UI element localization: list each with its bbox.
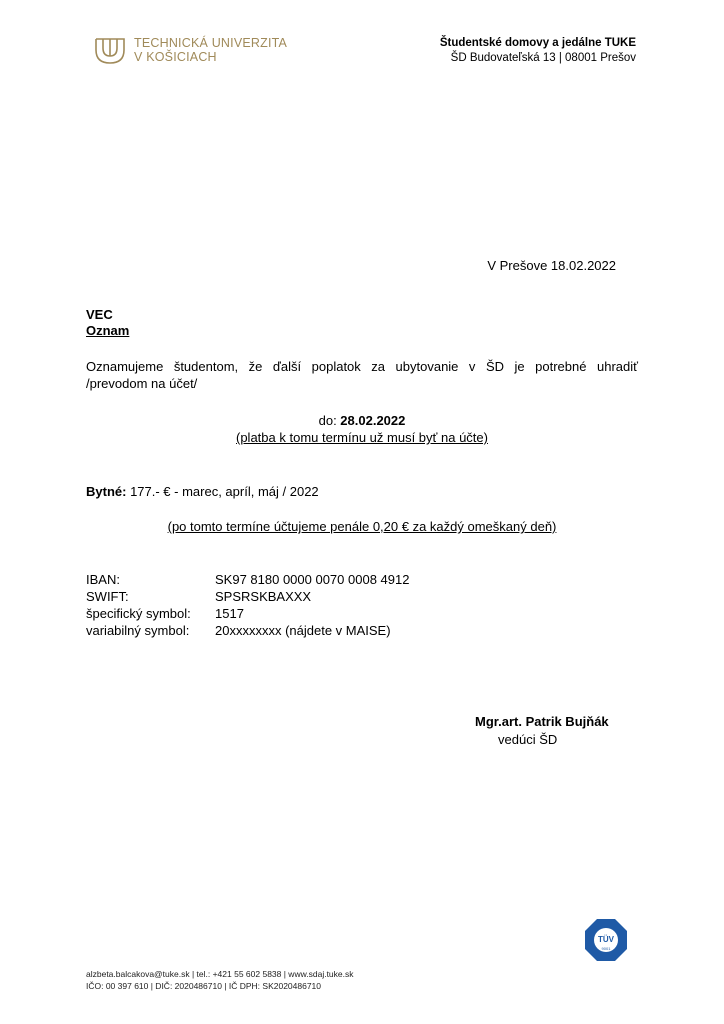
badge-text: TÜV <box>598 935 614 944</box>
deadline <box>86 412 638 429</box>
notice-paragraph-line1: Oznamujeme študentom, že ďalší poplatok za ubytovanie v ŠD je potrebné uhradiť <box>86 359 638 374</box>
deadline-date: 28.02.2022 <box>340 413 406 428</box>
deadline-note: (platba k tomu termínu už musí byť na účte) <box>236 430 488 445</box>
footer-contact: alzbeta.balcakova@tuke.sk | tel.: +421 55 602 5838 | www.sdaj.tuke.sk <box>86 969 354 979</box>
fee-label: Bytné: <box>86 484 127 499</box>
payment-label: IBAN: <box>86 572 120 587</box>
deadline-prefix: do: <box>318 413 341 428</box>
footer <box>86 968 354 992</box>
payment-label: špecifický symbol: <box>86 606 191 621</box>
payment-label: SWIFT: <box>86 589 129 604</box>
payment-row-swift <box>86 588 409 605</box>
tuke-logo-icon <box>94 34 126 66</box>
payment-details <box>86 571 409 639</box>
fee-line <box>86 483 319 500</box>
payment-row-specific-symbol <box>86 605 409 622</box>
footer-company-ids: IČO: 00 397 610 | DIČ: 2020486710 | IČ DPH: SK2020486710 <box>86 981 322 991</box>
letterhead-address <box>440 36 636 66</box>
logo-line1: TECHNICKÁ UNIVERZITA <box>134 36 288 50</box>
penalty-note: (po tomto termíne účtujeme penále 0,20 € za každý omeškaný deň) <box>167 519 557 534</box>
payment-row-variable-symbol <box>86 622 409 639</box>
signatory-title: vedúci ŠD <box>498 732 558 747</box>
tuv-certification-badge-icon <box>584 918 628 962</box>
payment-value: 20xxxxxxxx (nájdete v MAISE) <box>215 623 391 638</box>
logo-wordmark <box>134 36 287 64</box>
notice-paragraph-line2: /prevodom na účet/ <box>86 376 198 391</box>
signatory-name: Mgr.art. Patrik Bujňák <box>475 714 609 729</box>
payment-label: variabilný symbol: <box>86 623 190 638</box>
payment-value: SK97 8180 0000 0070 0008 4912 <box>215 572 410 587</box>
logo-line2: V KOŠICIACH <box>134 50 217 64</box>
university-logo <box>94 34 287 66</box>
payment-value: SPSRSKBAXXX <box>215 589 312 604</box>
badge-subtext: 9001 <box>601 946 611 951</box>
fee-text: 177.- € - marec, apríl, máj / 2022 <box>126 484 319 499</box>
subject-label: VEC <box>86 307 113 322</box>
payment-row-iban <box>86 571 409 588</box>
place-date: V Prešove 18.02.2022 <box>487 258 616 273</box>
organization-address: ŠD Budovateľská 13 | 08001 Prešov <box>450 52 636 64</box>
subject-title: Oznam <box>86 323 130 338</box>
organization-name: Študentské domovy a jedálne TUKE <box>439 37 636 49</box>
payment-value: 1517 <box>215 606 244 621</box>
